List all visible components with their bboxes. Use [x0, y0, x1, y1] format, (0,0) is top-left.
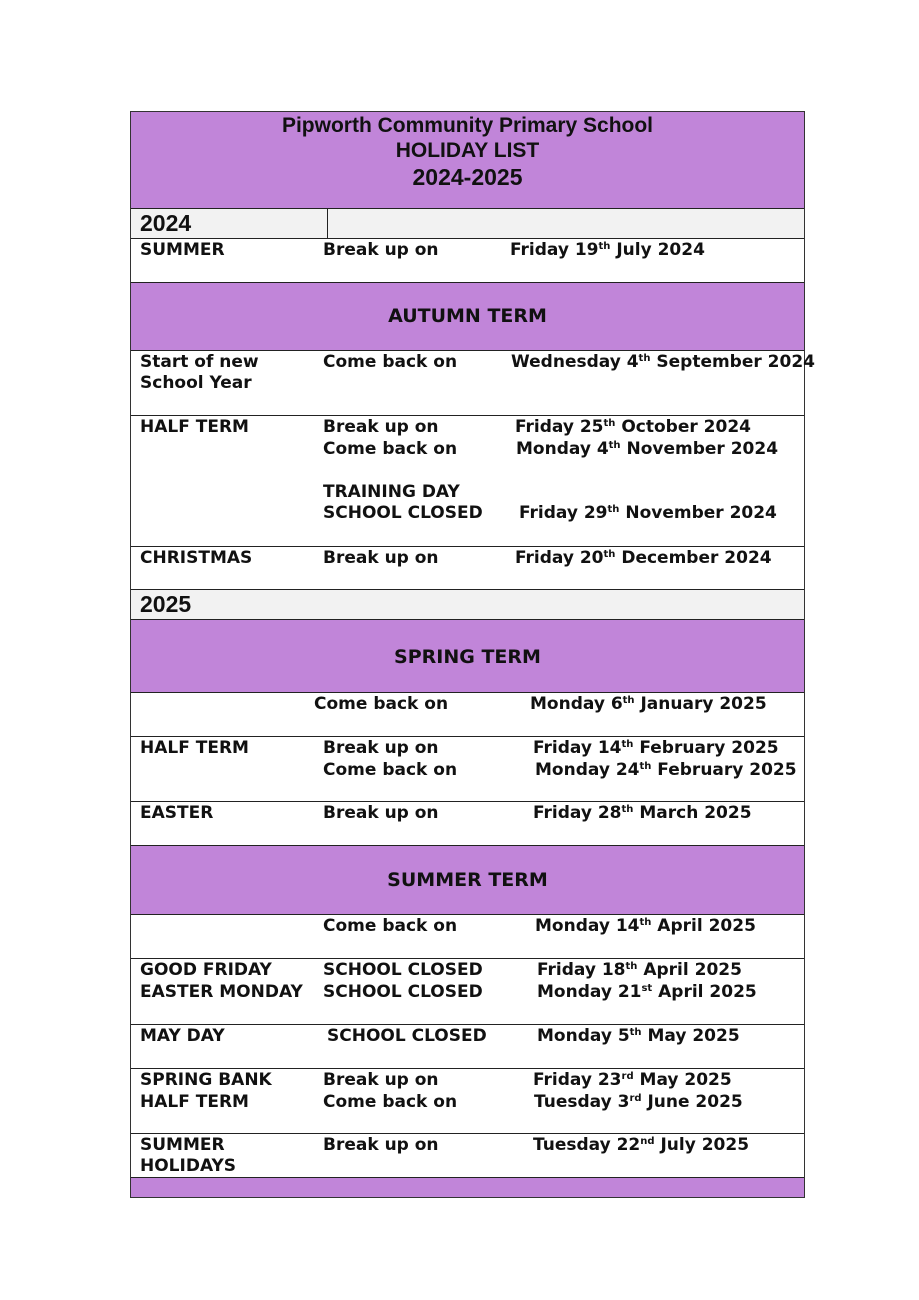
- row-label: SUMMER: [140, 1135, 225, 1155]
- row-label: HOLIDAYS: [140, 1156, 237, 1176]
- row-date: Friday 23rd May 2025: [533, 1070, 732, 1090]
- row-action: Break up on: [323, 738, 439, 758]
- autumn-half-term-row: [131, 416, 804, 547]
- row-date: Friday 19th July 2024: [510, 240, 705, 260]
- row-action: SCHOOL CLOSED: [323, 960, 483, 980]
- row-label: Start of new: [140, 352, 259, 372]
- row-date: Friday 29th November 2024: [519, 503, 777, 523]
- row-action: Come back on: [323, 916, 458, 936]
- row-action: Break up on: [323, 417, 439, 437]
- year-label: 2024: [140, 210, 192, 236]
- holiday-list-table: [130, 111, 815, 1198]
- row-date: Monday 21st April 2025: [537, 982, 757, 1002]
- row-label: School Year: [140, 373, 252, 393]
- may-day-row: [131, 1025, 804, 1069]
- row-label: HALF TERM: [140, 1092, 249, 1112]
- spring-bank-row: [131, 1069, 804, 1134]
- year-band-2025: [131, 590, 804, 620]
- header-band: [131, 112, 804, 209]
- easter-closures-row: [131, 959, 804, 1025]
- spring-term-band: [131, 620, 804, 693]
- row-action: Come back on: [323, 760, 458, 780]
- row-action: Come back on: [314, 694, 449, 714]
- row-label: GOOD FRIDAY: [140, 960, 272, 980]
- year-divider: [327, 209, 328, 238]
- autumn-start-row: [131, 351, 815, 416]
- row-action: TRAINING DAY: [323, 482, 460, 502]
- summer-holidays-row: [131, 1134, 804, 1178]
- row-label: CHRISTMAS: [140, 548, 253, 568]
- row-date: Friday 18th April 2025: [537, 960, 742, 980]
- row-date: Monday 14th April 2025: [535, 916, 756, 936]
- term-heading: SPRING TERM: [394, 646, 541, 668]
- summer-start-row: [131, 915, 804, 959]
- row-action: Break up on: [323, 1070, 439, 1090]
- summer-term-band: [131, 846, 804, 915]
- summer-2024-row: [131, 239, 804, 283]
- row-label: HALF TERM: [140, 738, 249, 758]
- row-label: HALF TERM: [140, 417, 249, 437]
- row-action: Come back on: [323, 352, 458, 372]
- row-date: Tuesday 22nd July 2025: [533, 1135, 750, 1155]
- row-date: Tuesday 3rd June 2025: [534, 1092, 743, 1112]
- row-action: Come back on: [323, 1092, 458, 1112]
- row-date: Monday 6th January 2025: [530, 694, 767, 714]
- footer-band: [131, 1178, 804, 1197]
- row-action: SCHOOL CLOSED: [323, 503, 483, 523]
- row-date: Friday 25th October 2024: [515, 417, 751, 437]
- row-date: Friday 20th December 2024: [515, 548, 772, 568]
- row-date: Monday 5th May 2025: [537, 1026, 740, 1046]
- row-label: EASTER MONDAY: [140, 982, 303, 1002]
- row-action: Break up on: [323, 548, 439, 568]
- row-date: Monday 24th February 2025: [535, 760, 797, 780]
- row-action: Break up on: [323, 240, 439, 260]
- row-date: Friday 14th February 2025: [533, 738, 779, 758]
- row-label: EASTER: [140, 803, 214, 823]
- christmas-row: [131, 547, 804, 590]
- row-action: SCHOOL CLOSED: [327, 1026, 487, 1046]
- year-band-2024: [131, 209, 804, 239]
- spring-half-term-row: [131, 737, 804, 802]
- row-action: Break up on: [323, 1135, 439, 1155]
- school-name: Pipworth Community Primary School: [281, 114, 654, 137]
- row-label: SUMMER: [140, 240, 225, 260]
- easter-row: [131, 802, 804, 846]
- year-label: 2025: [140, 591, 192, 617]
- academic-years: 2024-2025: [412, 164, 523, 190]
- spring-start-row: [131, 693, 804, 737]
- row-date: Monday 4th November 2024: [516, 439, 779, 459]
- row-action: SCHOOL CLOSED: [323, 982, 483, 1002]
- term-heading: AUTUMN TERM: [388, 305, 547, 327]
- row-action: Come back on: [323, 439, 458, 459]
- list-title: HOLIDAY LIST: [395, 139, 540, 162]
- row-label: SPRING BANK: [140, 1070, 272, 1090]
- term-heading: SUMMER TERM: [387, 869, 548, 891]
- autumn-term-band: [131, 283, 804, 351]
- row-date: Wednesday 4th September 2024: [511, 352, 815, 372]
- row-action: Break up on: [323, 803, 439, 823]
- row-label: MAY DAY: [140, 1026, 225, 1046]
- row-date: Friday 28th March 2025: [533, 803, 752, 823]
